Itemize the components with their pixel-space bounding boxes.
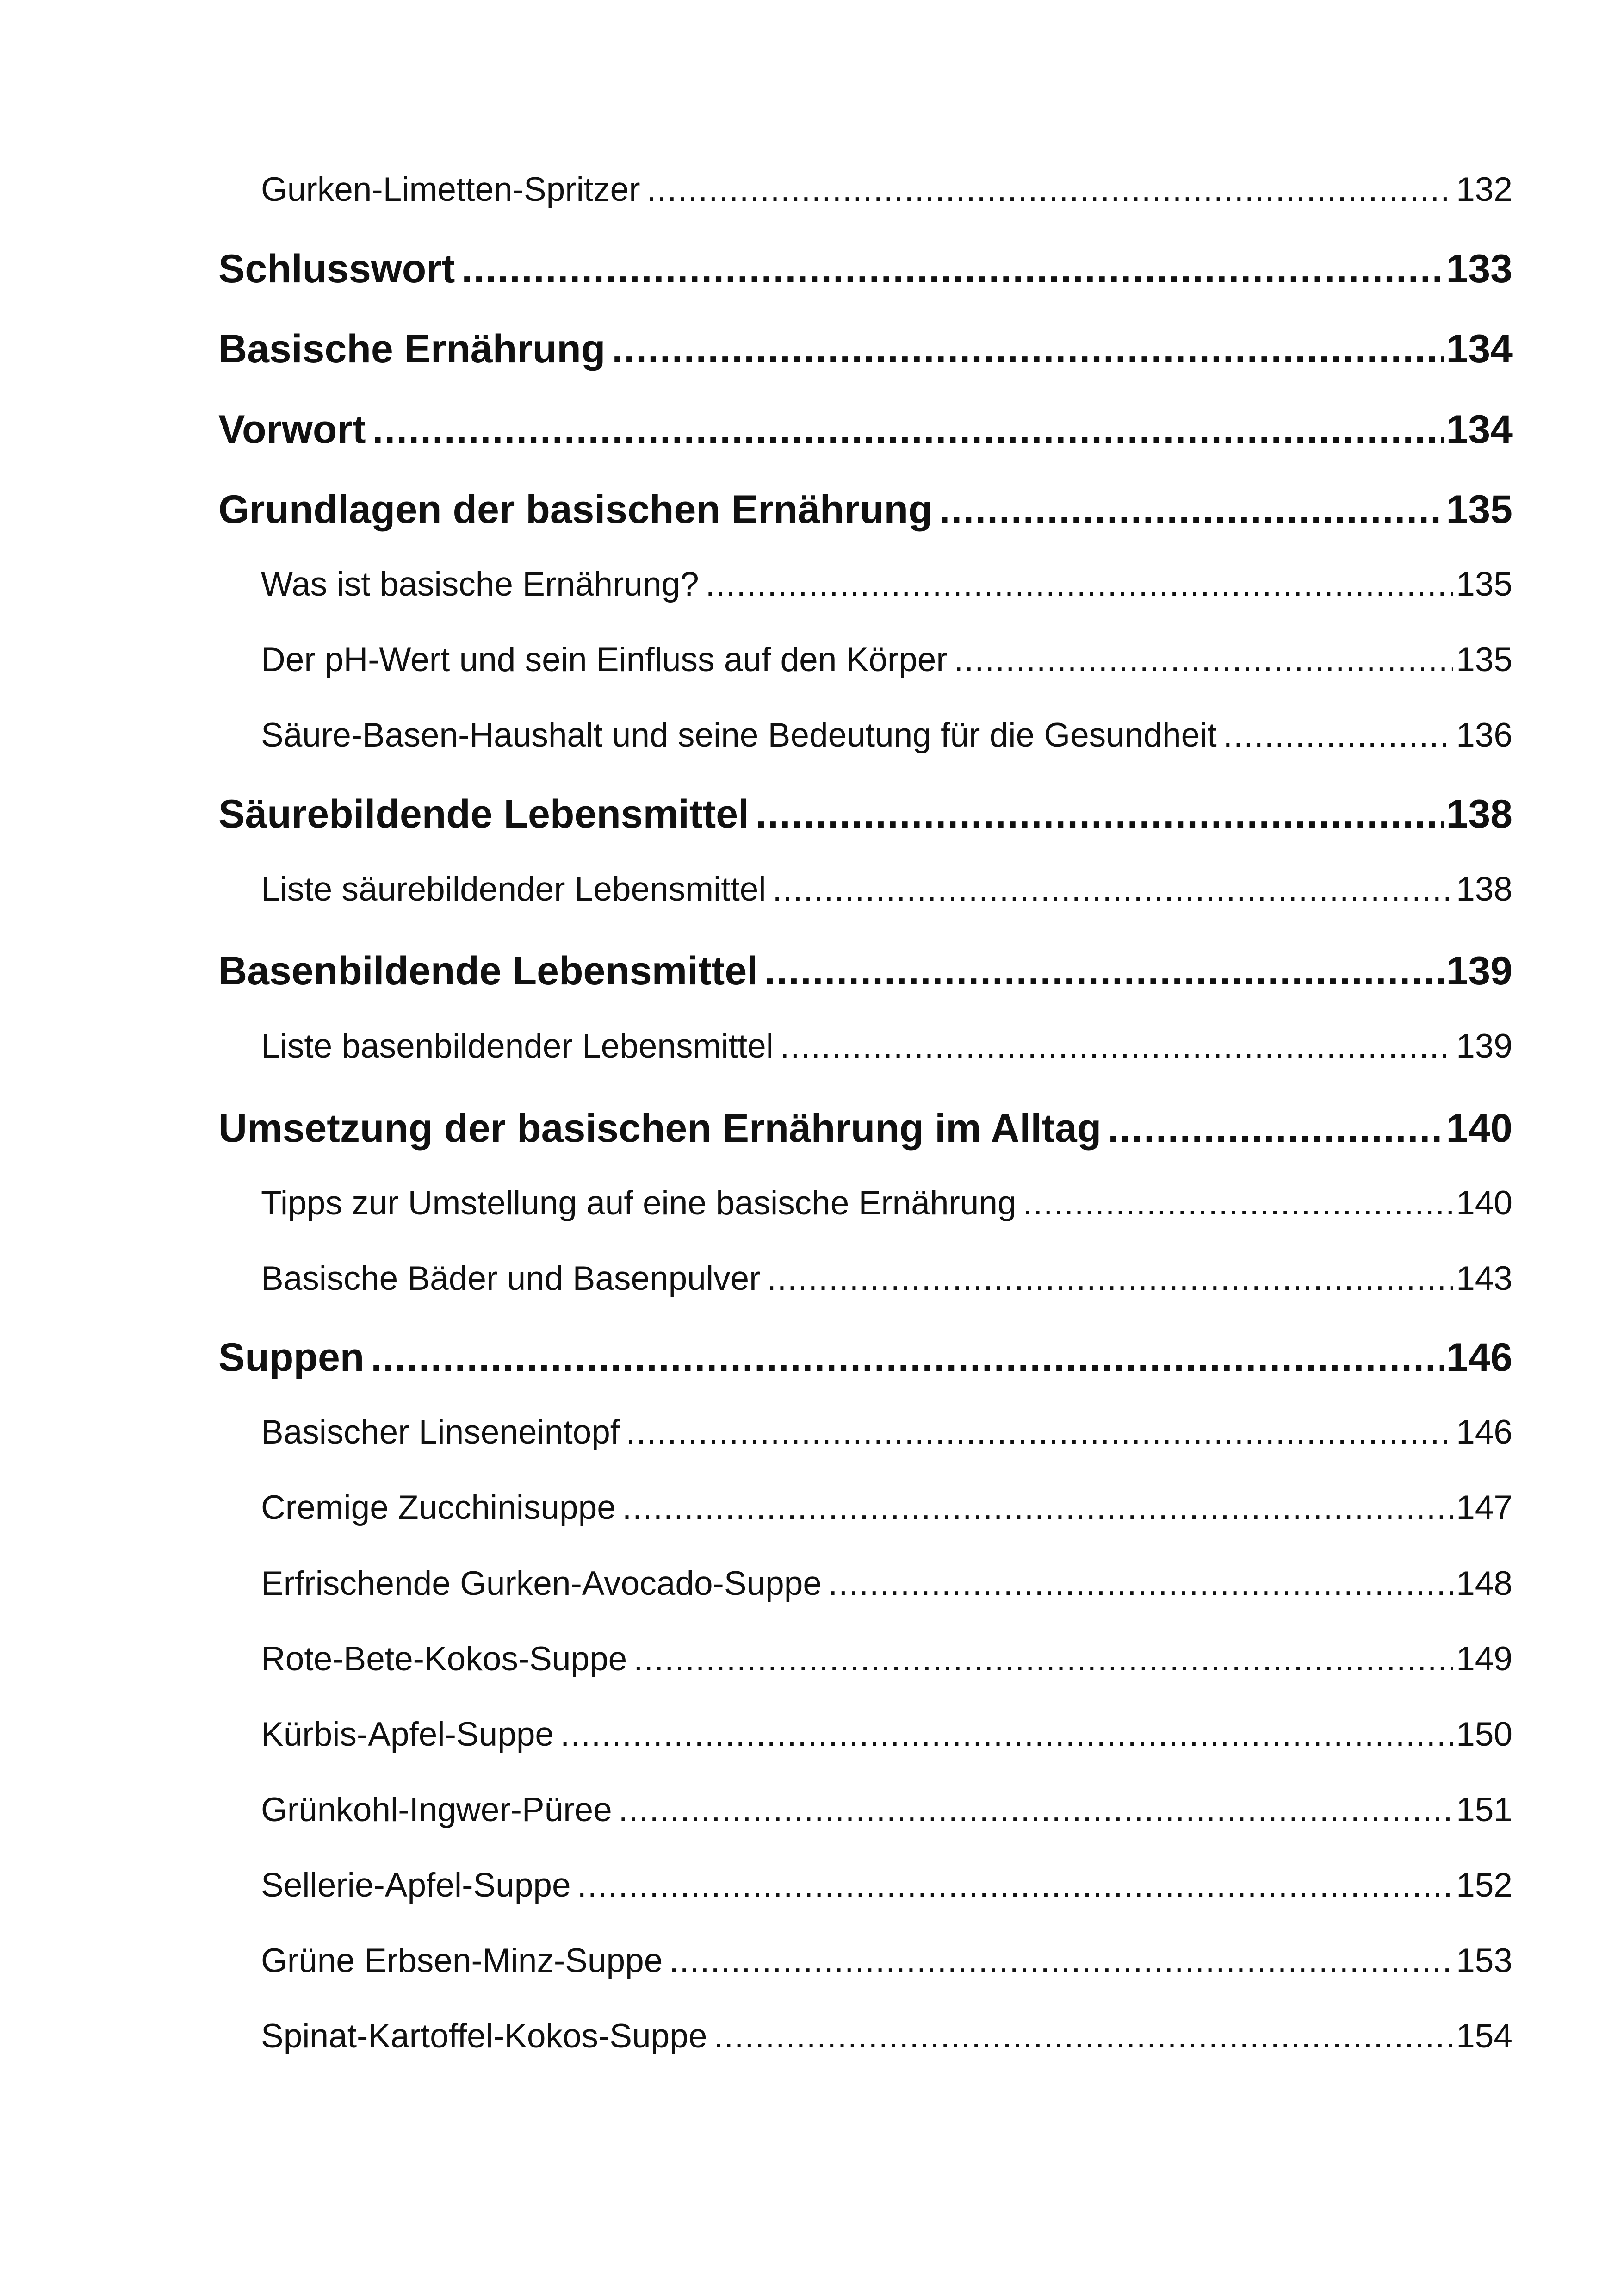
toc-leader-dots: [713, 2013, 1453, 2060]
toc-entry-page: 151: [1456, 1791, 1513, 1829]
toc-entry-page: 152: [1456, 1867, 1513, 1904]
toc-leader-dots: [1023, 1180, 1454, 1226]
toc-entry-page: 148: [1456, 1565, 1513, 1602]
toc-entry-title: Säure-Basen-Haushalt und seine Bedeutung für die Gesundheit: [261, 716, 1217, 754]
toc-entry-title: Gurken-Limetten-Spritzer: [261, 171, 640, 208]
toc-entry-title: Grünkohl-Ingwer-Püree: [261, 1791, 612, 1829]
toc-leader-dots: [371, 1332, 1443, 1383]
toc-entry-page: 135: [1456, 566, 1513, 603]
toc-entry[interactable]: [218, 788, 1513, 840]
toc-entry-title: Grüne Erbsen-Minz-Suppe: [261, 1942, 663, 1979]
toc-entry[interactable]: [261, 1938, 1513, 1984]
toc-entry[interactable]: [261, 2013, 1513, 2060]
toc-entry-title: Suppen: [218, 1335, 365, 1380]
toc-entry-title: Basischer Linseneintopf: [261, 1413, 620, 1451]
toc-entry[interactable]: [261, 866, 1513, 913]
toc-entry[interactable]: [261, 1862, 1513, 1909]
toc-entry-title: Basenbildende Lebensmittel: [218, 949, 758, 993]
toc-entry-page: 147: [1456, 1489, 1513, 1526]
toc-leader-dots: [764, 945, 1443, 997]
toc-entry-title: Kürbis-Apfel-Suppe: [261, 1716, 554, 1753]
toc-entry-page: 150: [1456, 1716, 1513, 1753]
toc-entry-title: Vorwort: [218, 407, 366, 452]
toc-leader-dots: [619, 1787, 1453, 1833]
toc-entry-title: Cremige Zucchinisuppe: [261, 1489, 616, 1526]
toc-entry-title: Säurebildende Lebensmittel: [218, 792, 749, 836]
toc-entry[interactable]: [261, 1636, 1513, 1682]
toc-entry-page: 139: [1456, 1027, 1513, 1065]
toc-entry-page: 134: [1446, 407, 1513, 452]
toc-entry-page: 135: [1446, 487, 1513, 532]
toc-entry[interactable]: [218, 1332, 1513, 1383]
toc-entry-page: 140: [1446, 1106, 1513, 1151]
toc-entry[interactable]: [261, 1023, 1513, 1070]
toc-leader-dots: [780, 1023, 1453, 1070]
toc-entry[interactable]: [218, 1102, 1513, 1154]
toc-entry-page: 134: [1446, 327, 1513, 371]
toc-leader-dots: [773, 866, 1454, 913]
toc-entry[interactable]: [261, 712, 1513, 759]
toc-entry-page: 138: [1446, 792, 1513, 836]
toc-entry-page: 138: [1456, 871, 1513, 908]
toc-entry-page: 143: [1456, 1260, 1513, 1297]
toc-leader-dots: [461, 243, 1443, 295]
toc-entry[interactable]: [261, 1409, 1513, 1456]
toc-entry-page: 139: [1446, 949, 1513, 993]
toc-entry[interactable]: [261, 561, 1513, 608]
toc-entry-page: 146: [1456, 1413, 1513, 1451]
toc-entry[interactable]: [261, 1485, 1513, 1531]
toc-entry[interactable]: [261, 167, 1513, 213]
toc-leader-dots: [577, 1862, 1454, 1909]
toc-entry-title: Tipps zur Umstellung auf eine basische Ernährung: [261, 1184, 1017, 1222]
toc-entry-page: 153: [1456, 1942, 1513, 1979]
toc-entry[interactable]: [261, 637, 1513, 683]
toc-leader-dots: [633, 1636, 1453, 1682]
toc-entry-title: Basische Ernährung: [218, 327, 606, 371]
toc-entry[interactable]: [261, 1256, 1513, 1302]
toc-entry-title: Rote-Bete-Kokos-Suppe: [261, 1640, 627, 1678]
toc-leader-dots: [647, 167, 1454, 213]
toc-entry[interactable]: [261, 1711, 1513, 1758]
toc-entry-title: Spinat-Kartoffel-Kokos-Suppe: [261, 2017, 707, 2055]
toc-entry-page: 133: [1446, 247, 1513, 291]
toc-entry-title: Der pH-Wert und sein Einfluss auf den Körper: [261, 641, 948, 678]
toc-leader-dots: [767, 1256, 1453, 1302]
toc-leader-dots: [612, 323, 1443, 375]
toc-entry-title: Erfrischende Gurken-Avocado-Suppe: [261, 1565, 822, 1602]
toc-entry[interactable]: [261, 1561, 1513, 1607]
toc-entry[interactable]: [218, 404, 1513, 455]
toc-leader-dots: [706, 561, 1453, 608]
toc-entry-page: 154: [1456, 2017, 1513, 2055]
toc-entry-title: Liste säurebildender Lebensmittel: [261, 871, 766, 908]
toc-entry-page: 146: [1446, 1335, 1513, 1380]
toc-entry-title: Basische Bäder und Basenpulver: [261, 1260, 761, 1297]
toc-entry-page: 135: [1456, 641, 1513, 678]
toc-leader-dots: [626, 1409, 1453, 1456]
toc-entry-page: 149: [1456, 1640, 1513, 1678]
toc-entry[interactable]: [261, 1180, 1513, 1226]
toc-entry[interactable]: [261, 1787, 1513, 1833]
toc-entry[interactable]: [218, 484, 1513, 535]
toc-leader-dots: [669, 1938, 1453, 1984]
toc-leader-dots: [622, 1485, 1453, 1531]
toc-entry-title: Schlusswort: [218, 247, 455, 291]
toc-leader-dots: [939, 484, 1444, 535]
toc-leader-dots: [756, 788, 1444, 840]
toc-entry-page: 136: [1456, 716, 1513, 754]
toc-entry[interactable]: [218, 243, 1513, 295]
toc-entry-page: 132: [1456, 171, 1513, 208]
toc-entry-title: Grundlagen der basischen Ernährung: [218, 487, 933, 532]
toc-entry[interactable]: [218, 945, 1513, 997]
toc-leader-dots: [954, 637, 1453, 683]
toc-entry-title: Liste basenbildender Lebensmittel: [261, 1027, 774, 1065]
toc-entry-title: Sellerie-Apfel-Suppe: [261, 1867, 571, 1904]
toc-leader-dots: [1108, 1102, 1443, 1154]
toc-entry[interactable]: [218, 323, 1513, 375]
toc-entry-title: Was ist basische Ernährung?: [261, 566, 699, 603]
toc-leader-dots: [560, 1711, 1453, 1758]
toc-entry-title: Umsetzung der basischen Ernährung im Alltag: [218, 1106, 1102, 1151]
toc-leader-dots: [828, 1561, 1453, 1607]
toc-entry-page: 140: [1456, 1184, 1513, 1222]
toc-leader-dots: [1223, 712, 1454, 759]
toc-leader-dots: [372, 404, 1444, 455]
